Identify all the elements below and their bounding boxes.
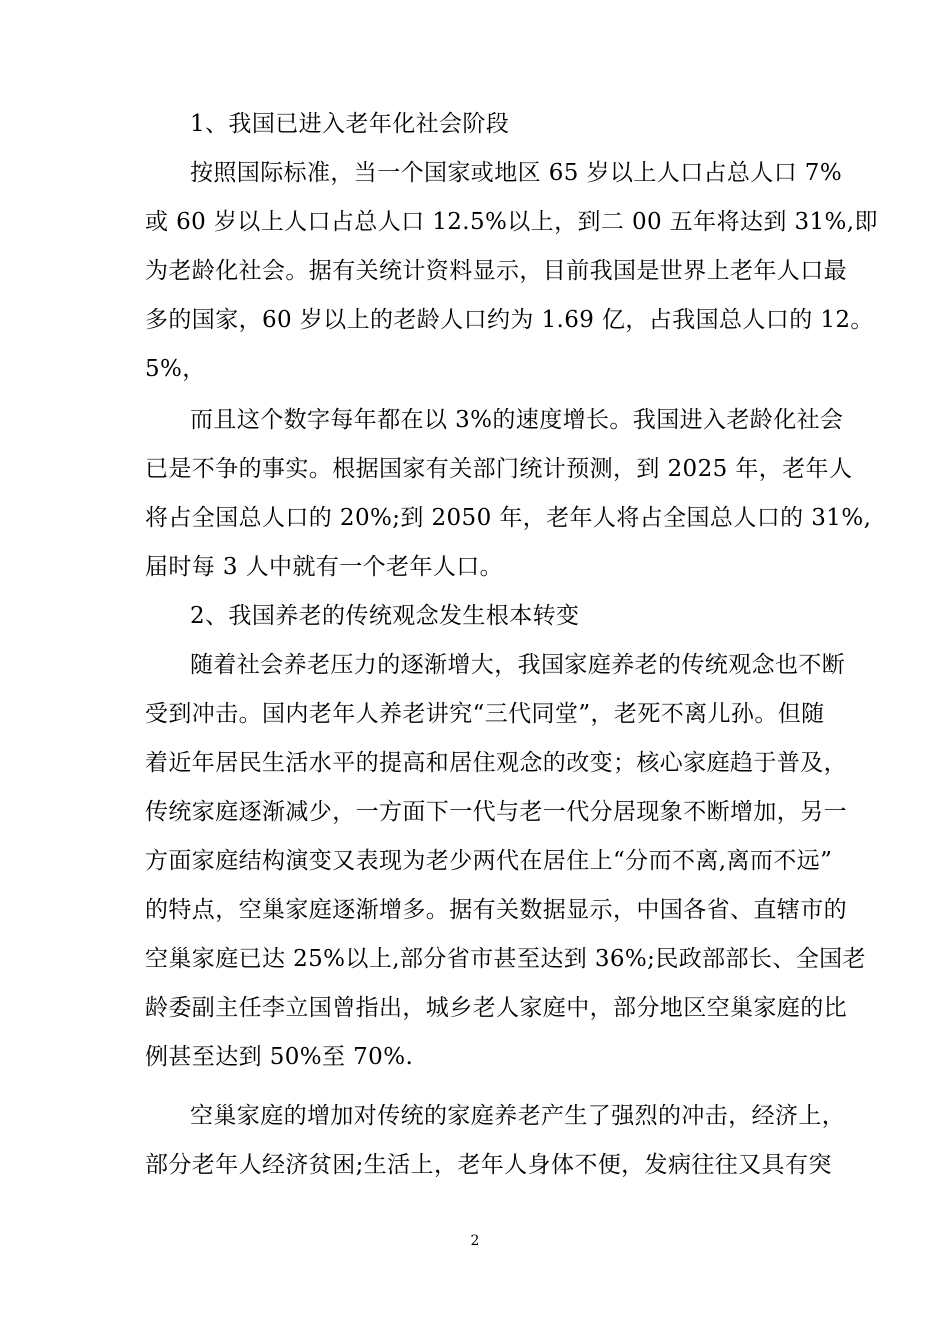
paragraph-line: 空巢家庭已达 25%以上,部分省市甚至达到 36%;民政部部长、全国老 <box>145 946 866 972</box>
paragraph-line: 将占全国总人口的 20%;到 2050 年，老年人将占全国总人口的 31%, <box>145 505 872 531</box>
paragraph-line: 多的国家，60 岁以上的老龄人口约为 1.69 亿，占我国总人口的 12。 <box>145 307 874 333</box>
heading-aging-society: 1、我国已进入老年化社会阶段 <box>190 111 510 137</box>
paragraph-line: 届时每 3 人中就有一个老年人口。 <box>145 554 504 580</box>
paragraph-line: 着近年居民生活水平的提高和居住观念的改变；核心家庭趋于普及， <box>145 750 847 776</box>
paragraph-line: 已是不争的事实。根据国家有关部门统计预测，到 2025 年，老年人 <box>145 456 853 482</box>
paragraph-line: 部分老年人经济贫困;生活上，老年人身体不便，发病往往又具有突 <box>145 1152 832 1178</box>
paragraph-line: 的特点，空巢家庭逐渐增多。据有关数据显示，中国各省、直辖市的 <box>145 897 847 923</box>
paragraph-line: 传统家庭逐渐减少，一方面下一代与老一代分居现象不断增加，另一 <box>145 799 847 825</box>
paragraph-line: 或 60 岁以上人口占总人口 12.5%以上，到二 00 五年将达到 31%,即 <box>145 209 878 235</box>
paragraph-line: 例甚至达到 50%至 70%. <box>145 1044 414 1070</box>
paragraph-line: 按照国际标准，当一个国家或地区 65 岁以上人口占总人口 7% <box>190 160 843 186</box>
paragraph-line: 龄委副主任李立国曾指出，城乡老人家庭中，部分地区空巢家庭的比 <box>145 995 847 1021</box>
paragraph-line: 为老龄化社会。据有关统计资料显示，目前我国是世界上老年人口最 <box>145 258 847 284</box>
paragraph-line: 随着社会养老压力的逐渐增大，我国家庭养老的传统观念也不断 <box>190 652 846 678</box>
paragraph-line: 受到冲击。国内老年人养老讲究“三代同堂”，老死不离儿孙。但随 <box>145 701 825 727</box>
paragraph-line: 空巢家庭的增加对传统的家庭养老产生了强烈的冲击，经济上， <box>190 1103 846 1129</box>
paragraph-line: 方面家庭结构演变又表现为老少两代在居住上“分而不离,离而不远” <box>145 848 833 874</box>
paragraph-line: 而且这个数字每年都在以 3%的速度增长。我国进入老龄化社会 <box>190 407 844 433</box>
paragraph-line: 5%， <box>145 356 206 382</box>
page-number: 2 <box>470 1233 480 1249</box>
heading-traditional-concept: 2、我国养老的传统观念发生根本转变 <box>190 603 580 629</box>
